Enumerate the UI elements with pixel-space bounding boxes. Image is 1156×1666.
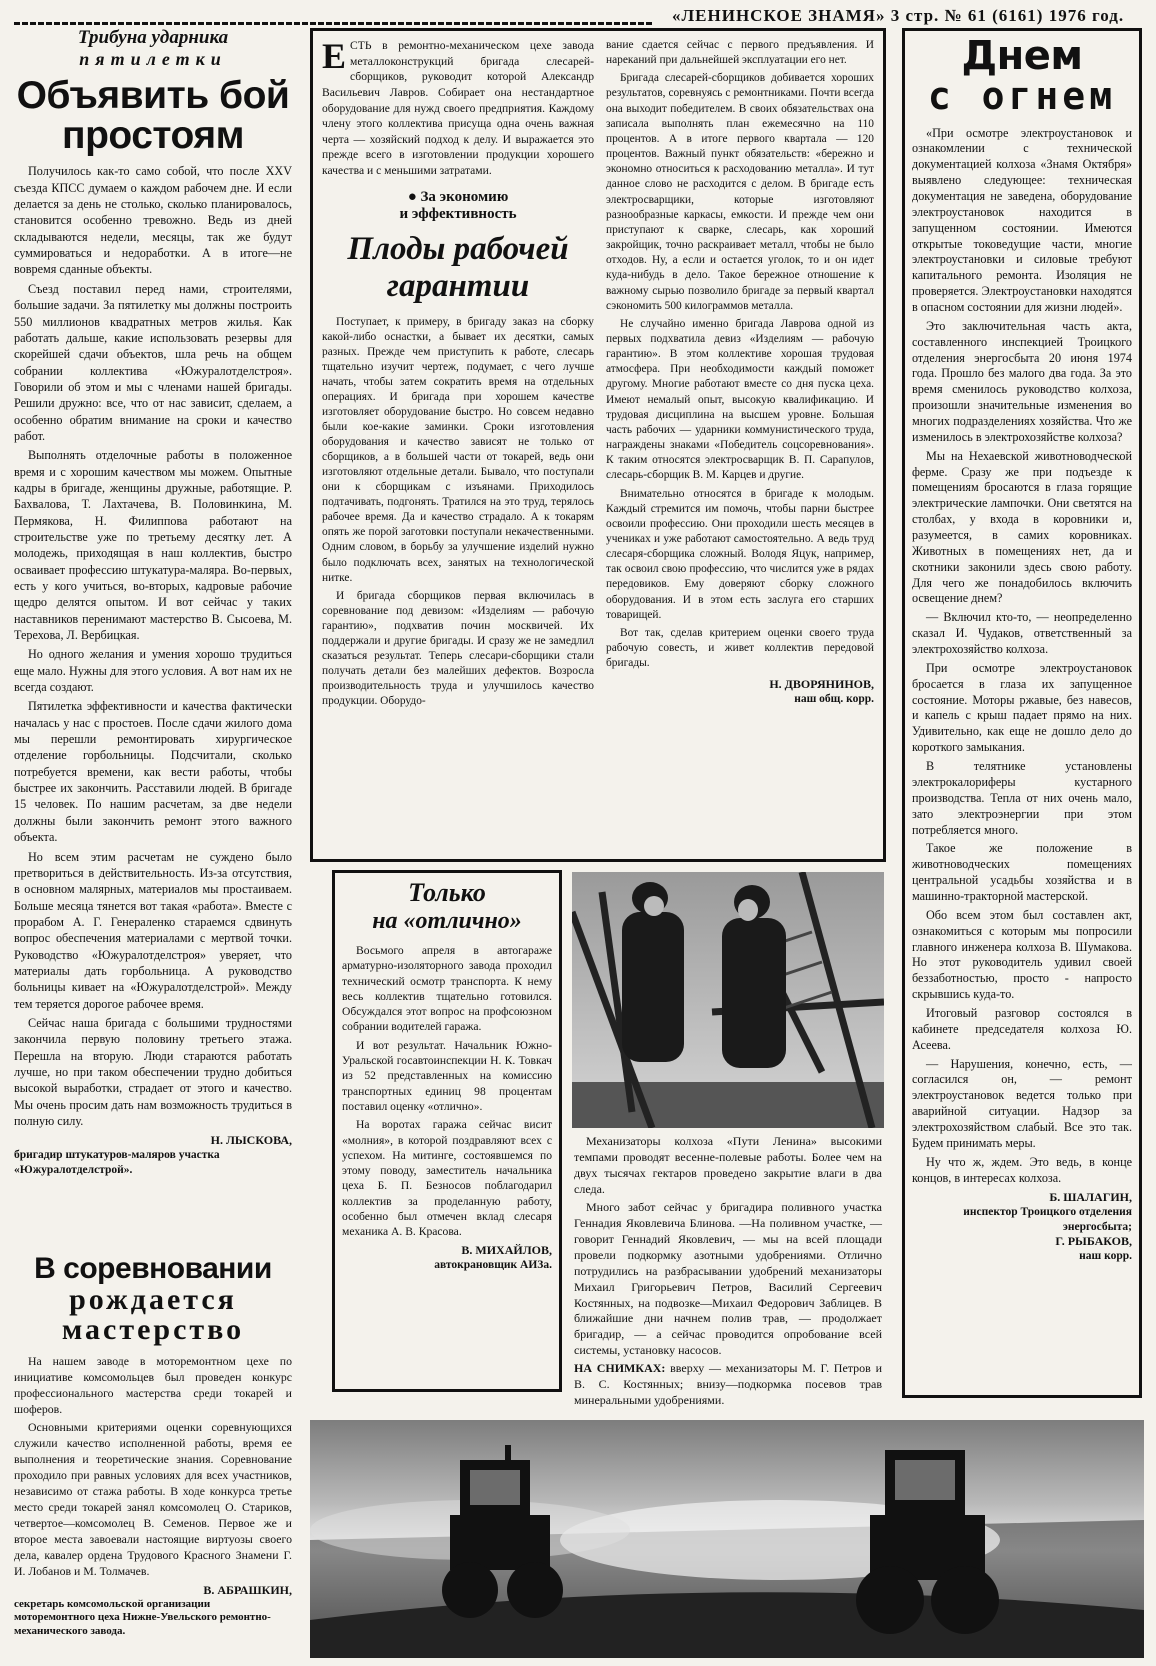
dropcap: Е: [322, 36, 347, 76]
paragraph: Выполнять отделочные работы в положенное время и с хорошим качеством мы можем. Опытные кадры в бригаде, женщины дружные, работящие. Р. Бахвалова, Т. Лахтачева, В. Половинкина, М. Пермякова, Н. Филиппова работают на строительстве уже по третьему десятку лет. А молодежь, приходящая в наш коллектив, быстро осваивает профессию штукатура-маляра. Во-первых, есть у кого учиться, во-вторых, кадровые рабочие щедро делятся опытом. И вот сейчас у таких наставников перенимают мастерство В. Сысоева, М. Терехова, Л. Вербицкая.: [14, 448, 292, 643]
paragraph: Восьмого апреля в автогараже арматурно-изоляторного завода проходил технический осмотр транспорта. К нему весь коллектив тщательно готовился. Обсуждался этот вопрос на профсоюзном собрании водителей гаража.: [342, 944, 552, 1034]
paragraph: Основными критериями оценки соревнующихся служили качество исполненной работы, время ее выполнения и теоретические знания. Соревнование проходило при равных условиях для всех участников, независимо от стажа работы. В ходе конкурса третье место среди токарей занял комсомолец О. Стариков, четвертое—комсомолец В. Семенов. Первое же и второе места завоевали настоящие виртуозы своего дела, кавалер ордена Трудового Красного Знамени Г. И. Лобанов и М. Толмачев.: [14, 1420, 292, 1578]
rubric-line1: ● За экономию: [407, 188, 509, 205]
byline: [342, 1243, 552, 1272]
article-body: [322, 315, 594, 709]
author-title: наш общ. корр.: [794, 693, 874, 706]
paragraph: Вот так, сделав критерием оценки своего труда рабочую совесть, и живет коллектив передовой бригады.: [606, 626, 874, 670]
paragraph: Мы на Нехаевской животноводческой ферме. Сразу же при подъезде к помещениям бросаются в глаза горящие электрические лампочки. Они светятся на столбах, у входа в коровники и, разумеется, в самих коровниках. Животных в помещениях нет, да и скотники законили здесь свою работу. Для чего же понадобилось включить освещение днем?: [912, 448, 1132, 606]
author-title: автокрановщик АИЗа.: [434, 1258, 552, 1271]
paragraph: Пятилетка эффективности и качества фактически началась у нас с простоев. После сдачи жилого дома мы перешли ремонтировать хирургическое отделение горбольницы. Подсчитали, сколько потребуется времени, как вести работы, чтобы быстрее их закончить. Расставили людей. В бригаде 15 человек. По нашим расчетам, за две недели должны были закончить ремонт этого важного объекта.: [14, 699, 292, 845]
paragraph: И вот результат. Начальник Южно-Уральской госавтоинспекции Н. К. Товкач из 52 представленных на комиссию транспортных единиц 98 процентам поставил оценку «отлично».: [342, 1038, 552, 1113]
paragraph: Поступает, к примеру, в бригаду заказ на сборку какой-либо оснастки, а бывает их десятки, самых разных. Прежде чем приступить к работе, слесарь тщательно изучит чертеж, подумает, с чего лучше начать, чтобы затем сократить время на отдельных операциях. И бригада при хорошем качестве изготовляет оборудование быстро. Но совсем недавно были кое-какие заминки. Сроки изготовления оборудования и качество зависят не только от сборщиков, а в большей части от токарей, ведь они изготовляют отдельные детали. Бывало, что поступали они к сборщикам с изъянами. Приходилось подтачивать, подгонять. Тратился на это труд, терялось рабочее время. Да и качество страдало. А к токарям опять же порой заготовки поступали некачественными. Одним словом, в борьбу за улучшение изделий нужно было подключать всех, занятых на технологической нитке.: [322, 315, 594, 584]
byline: [912, 1190, 1132, 1263]
author2-title: наш корр.: [1079, 1250, 1132, 1263]
caption-paragraph: Механизаторы колхоза «Пути Ленина» высокими темпами проводят весенне-полевые работы. Более чем на двух тысячах гектаров проведено закрытие влаги в два следа.: [574, 1134, 882, 1196]
paragraph: Сейчас наша бригада с большими трудностями закончила первую половину третьего этажа. Перешла на вторую. Люди стараются работать лучше, но при таком обеспечении трудно добиться высокой выработки, страдает от этого и качество. Мы очень просим дать нам возможность трудиться в полную силу.: [14, 1015, 292, 1129]
byline: [606, 677, 874, 706]
paragraph: Съезд поставил перед нами, строителями, большие задачи. За пятилетку мы должны построить 550 миллионов квадратных метров жилья. Как работать дальше, какие использовать резервы для скорейшей сдачи объектов, шла речь на общем собрании коллектива «Южуралотделстроя». Говорили об этом и мы с членами нашей бригады. Решили дружно: все, что от нас зависит, сделаем, а особенно обратим внимание на сроки и качество работ.: [14, 281, 292, 443]
paper-name: «ЛЕНИНСКОЕ ЗНАМЯ»: [672, 6, 886, 25]
title-line2: рождается: [69, 1282, 237, 1316]
paragraph: Получилось как-то само собой, что после XXV съезда КПСС думаем о каждом рабочем дне. И если делается за день не столько, сколько планировалось, становится особенно тревожно. Ведь из дней складываются недели, месяцы, так же будут суммироваться и недоработки. А в итоге—не вовремя сданные объекты.: [14, 164, 292, 277]
article-prostoi: [14, 28, 292, 1177]
rubric-line1: Трибуна ударника: [77, 27, 229, 48]
caption-paragraph: Много забот сейчас у бригадира поливного участка Геннадия Яковлевича Блинова. —На поливном участке, — говорит Геннадий Яковлевич, — мы на всей площади провели подкормку азотными удобрениями. Отлично потрудились на разбрасывании удобрений механизаторы Михаил Григорьевич Петров, Василий Сергеевич Костянных, на подвозке—Михаил Федорович Заблицев. В ближайшие дни начнем полив трав, — продолжает бригадир, — а сейчас проводится опробование всей системы, установку насосов.: [574, 1199, 882, 1358]
byline: [14, 1133, 292, 1177]
paragraph: Такое же положение в животноводческих помещениях центральной усадьбы хозяйства и в машинно-тракторной мастерской.: [912, 841, 1132, 903]
author-name: В. МИХАЙЛОВ,: [461, 1242, 552, 1257]
article-dnem: [912, 33, 1132, 1264]
rubric-line2: пятилетки: [79, 48, 227, 69]
title-line1: В соревновании: [34, 1252, 272, 1285]
author2-name: Г. РЫБАКОВ,: [1055, 1234, 1132, 1249]
paragraph: На воротах гаража сейчас висит «молния», в которой поздравляют всех с успехом. На митинге, состоявшемся по этому поводу, заместитель начальника цеха Б. П. Безносов поблагодарил коллектив за проделанную работу, особенно был отмечен вклад слесаря механика А. В. Красова.: [342, 1118, 552, 1239]
article-title: Объявить бой простоям: [16, 73, 290, 157]
masthead: [672, 6, 1148, 26]
title-line2: гарантии: [386, 267, 530, 304]
photos-text: вверху — механизаторы М. Г. Петров и В. С. Костянных; внизу—подкормка посевов трав минеральными удобрениями.: [574, 1361, 882, 1408]
rubric-line2: и эффективность: [399, 205, 517, 222]
issue-year: 1976 год.: [1048, 6, 1125, 25]
author1-title: инспектор Троицкого отделения энергосбыта;: [963, 1206, 1132, 1233]
author-title: секретарь комсомольской организации моторемонтного цеха Нижне-Увельского ремонтно-механического завода.: [14, 1597, 271, 1638]
author-name: Н. ЛЫСКОВА,: [210, 1133, 292, 1148]
paragraph: Но всем этим расчетам не суждено было претвориться в действительность. Из-за отсутствия, в основном малярных, материалов мы простаиваем. Больше месяца тянется вот такая «работа». Вместе с прорабом А. Г. Генераленко стараемся сдвинуть вопрос обеспечения материалами с мертвой точки. Руководство «Южуралотделстроя» уверяет, что материалы дать горбольница. А руководство больницы кивает на «Южуралотделстрой». Между тем теряется дорогое рабочее время.: [14, 849, 292, 1011]
header-rule: [14, 22, 654, 25]
paragraph: Бригада слесарей-сборщиков добивается хороших результатов, соревнуясь с ремонтниками. Почти всегда она выходит победителем. В своих обязательствах она записала выполнять план ежемесячно на 110 процентов. А в итоге первого квартала — 120 процентов. Важный пункт обязательств: «бережно и экономно относиться к расходованию металла». И тут данное слово не расходится с делом. В бригаде есть электросварщики, которые изготовляют разнообразные каркасы, емкости. И прежде чем они приступают к сварке, слесарь, как хороший закройщик, точно раскраивает металл, чтобы не было отходов. Ну, а если и остается уголок, то и он идет куда-нибудь в дело. Такое бережное отношение к важному сырью позволило бригаде за первый квартал сэкономить 500 килограммов металла.: [606, 72, 874, 312]
paragraph: Внимательно относятся в бригаде к молодым. Каждый стремится им помочь, чтобы парни быстрее освоили профессию. Они проходили шесть месяцев в учениках и уже работают самостоятельно. А ведь труд слесаря-сборщика сложный. Володя Яцук, например, так освоил свою профессию, что числится уже в рядах передовиков. Ему доверяют сборку сложного оборудования. И в этом есть заслуга его старших товарищей.: [606, 487, 874, 621]
photo-tractors: [310, 1420, 1144, 1658]
title-line1: Днем: [961, 33, 1083, 79]
author1-name: Б. ШАЛАГИН,: [1049, 1190, 1132, 1205]
photo-mechanizers-image: [572, 872, 884, 1128]
article-body: [606, 38, 874, 671]
paragraph: Ну что ж, ждем. Это ведь, в конце концов, в интересах колхоза.: [912, 1154, 1132, 1185]
issue-number: № 61 (6161): [944, 6, 1044, 25]
title-line3: мастерство: [61, 1313, 245, 1347]
paragraph: Не случайно именно бригада Лаврова одной из первых подхватила девиз «Изделиям — рабочую гарантию». В этом коллективе хорошая трудовая атмосфера. При необходимости каждый поможет другому. Многие работают вместе со дня пуска цеха. Имеют немалый опыт, высокую квалификацию. И трудовая дисциплина на высшем уровне. Большая часть рабочих — ударники коммунистического труда, награждены знаками «Победитель соцсоревнования». К таким относятся электросварщик В. П. Сарапулов, слесарь-сборщик В. М. Карцев и другие.: [606, 317, 874, 482]
paragraph: При осмотре электроустановок бросается в глаза их запущенное состояние. Моторы ржавые, без навесов, и капель с крыш падает прямо на них. Удивительно, как еще не дошло дело до короткого замыкания.: [912, 660, 1132, 755]
photos-label: НА СНИМКАХ:: [574, 1361, 666, 1376]
plody-col2: [606, 38, 874, 707]
page-number: 3 стр.: [890, 6, 940, 25]
lead-text: СТЬ в ремонтно-механическом цехе завода металлоконструкций бригада слесарей-сборщиков, руководит которой Александр Васильевич Лавров. Собирает она нестандартное оборудование для нужд своего предприятия. Каждому члену этого коллектива присуща одна очень важная черта — хозяйский подход к делу. И выражается это прежде всего в изготовлении продукции хорошего качества и с меньшими затратами.: [322, 39, 594, 178]
author-title: бригадир штукатуров-маляров участка «Южуралотделстрой».: [14, 1149, 220, 1176]
author-name: В. АБРАШКИН,: [203, 1582, 292, 1597]
paragraph: В телятнике установлены электрокалориферы кустарного производства. Тепла от них очень мало, зато электроэнергии при этом потребляется много.: [912, 759, 1132, 837]
photo-tractors-image: [310, 1420, 1144, 1658]
article-body: [14, 1354, 292, 1580]
paragraph: «При осмотре электроустановок и ознакомлении с технической документацией колхоза «Знамя Октября» выявлено следующее: техническая документация не заведена, оборудование электроустановок находится в запущенном состоянии. Имеются открытые токоведущие части, многие электроустановки и силовые требуют капитального ремонта. Изоляция не проверяется. Электроустановки находятся в опасном состоянии для жизни людей».: [912, 125, 1132, 314]
article-body: [912, 126, 1132, 1187]
bullet-icon: ●: [407, 188, 421, 205]
title-line1: Только: [408, 878, 486, 907]
paragraph: И бригада сборщиков первая включилась в соревнование под девизом: «Изделиям — рабочую гарантию», подхватив почин москвичей. Их поддержали и другие бригады. И сразу же не замедлил сказаться результат. Теперь слесари-сборщики стали получать детали без малейших дефектов. Возросла производительность труда и улучшилось качество продукции. Оборудо-: [322, 589, 594, 707]
paragraph: Обо всем этом был составлен акт, ознакомиться с которым мы попросили главного инженера колхоза В. Шумакова. Но этот руководитель удивил своей беззаботностью, просто - напросто скрывшись куда-то.: [912, 907, 1132, 1002]
rubric: [322, 189, 594, 223]
paragraph: вание сдается сейчас с первого предъявления. И нареканий при дальнейшей эксплуатации его нет.: [606, 39, 874, 67]
plody-col1: [322, 38, 594, 712]
author-name: Н. ДВОРЯНИНОВ,: [769, 677, 874, 692]
photo-mechanizers: [572, 872, 884, 1128]
paragraph: На нашем заводе в моторемонтном цехе по инициативе комсомольцев был проведен конкурс профессионального мастерства среди токарей и шоферов.: [14, 1353, 292, 1416]
byline: [14, 1583, 292, 1639]
paragraph: Но одного желания и умения хорошо трудиться еще мало. Нужны для этого условия. А вот нам их не всегда создают.: [14, 647, 292, 695]
photos-note: [574, 1361, 882, 1409]
article-otlichno: [342, 878, 552, 1272]
article-body: [14, 163, 292, 1129]
article-sorevnovanie: [14, 1254, 292, 1639]
paragraph: Итоговый разговор состоялся в кабинете председателя колхоза Ю. Асеева.: [912, 1005, 1132, 1052]
lead: [322, 38, 594, 179]
photo-caption: [574, 1134, 882, 1411]
title-line2: на «отлично»: [372, 908, 522, 934]
paragraph: — Включил кто-то, — неопределенно сказал И. Чудаков, ответственный за электрохозяйство колхоза.: [912, 610, 1132, 657]
article-body: [342, 943, 552, 1240]
title-line2: с огнем: [927, 73, 1117, 118]
paragraph: Это заключительная часть акта, составленного инспекцией Троицкого отделения энергосбыта 20 июня 1974 года. Прошло без малого два года. За это время сменилось руководство колхоза, произошли значительные изменения во многих подразделениях хозяйства. Что же изменилось в электрохозяйстве колхоза?: [912, 318, 1132, 444]
title-line1: Плоды рабочей: [347, 230, 569, 267]
paragraph: — Нарушения, конечно, есть, — согласился он, — ремонт электроустановок ведется только при аварийной ситуации. Надзор за электрохозяйством слабый. Все это так. Будем принимать меры.: [912, 1056, 1132, 1150]
